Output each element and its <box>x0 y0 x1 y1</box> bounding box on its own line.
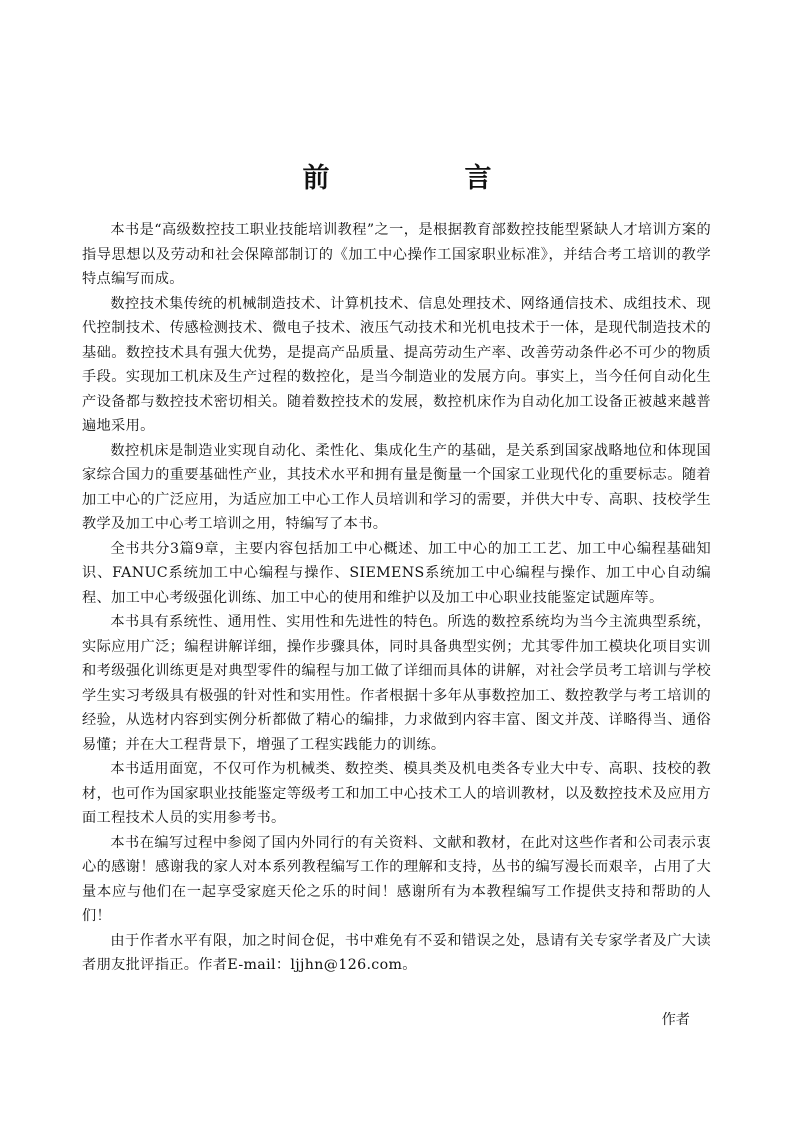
paragraph-1: 本书是“高级数控技工职业技能培训教程”之一，是根据教育部数控技能型紧缺人才培训方案的指导思想以及劳动和社会保障部制订的《加工中心操作工国家职业标准》，并结合考工培训的教学特点编写而成。 <box>82 222 711 287</box>
page-title: 前 言 <box>302 163 546 195</box>
paragraph-5: 本书具有系统性、通用性、实用性和先进性的特色。所选的数控系统均为当今主流典型系统，实际应用广泛；编程讲解详细，操作步骤具体，同时具备典型实例；尤其零件加工模块化项目实训和考级强化训练更是对典型零件的编程与加工做了详细而具体的讲解，对社会学员考工培训与学校学生实习考级具有极强的针对性和实用性。作者根据十多年从事数控加工、数控教学与考工培训的经验，从选材内容到实例分析都做了精心的编排，力求做到内容丰富、图文并茂、详略得当、通俗易懂；并在大工程背景下，增强了工程实践能力的训练。 <box>82 614 711 753</box>
paragraph-6: 本书适用面宽，不仅可作为机械类、数控类、模具类及机电类各专业大中专、高职、技校的教材，也可作为国家职业技能鉴定等级考工和加工中心技术工人的培训教材，以及数控技术及应用方面工程技术人员的实用参考书。 <box>82 761 711 826</box>
paragraph-2: 数控技术集传统的机械制造技术、计算机技术、信息处理技术、网络通信技术、成组技术、现代控制技术、传感检测技术、微电子技术、液压气动技术和光机电技术于一体，是现代制造技术的基础。数控技术具有强大优势，是提高产品质量、提高劳动生产率、改善劳动条件必不可少的物质手段。实现加工机床及生产过程的数控化，是当今制造业的发展方向。事实上，当今任何自动化生产设备都与数控技术密切相关。随着数控技术的发展，数控机床作为自动化加工设备正被越来越普遍地采用。 <box>82 295 711 434</box>
paragraph-3: 数控机床是制造业实现自动化、柔性化、集成化生产的基础，是关系到国家战略地位和体现国家综合国力的重要基础性产业，其技术水平和拥有量是衡量一个国家工业现代化的重要标志。随着加工中心的广泛应用，为适应加工中心工作人员培训和学习的需要，并供大中专、高职、技校学生教学及加工中心考工培训之用，特编写了本书。 <box>82 442 711 532</box>
paragraph-4: 全书共分3篇9章，主要内容包括加工中心概述、加工中心的加工工艺、加工中心编程基础知识、FANUC系统加工中心编程与操作、SIEMENS系统加工中心编程与操作、加工中心自动编程、加工中心考级强化训练、加工中心的使用和维护以及加工中心职业技能鉴定试题库等。 <box>82 540 711 606</box>
author-signature: 作者 <box>661 1012 690 1028</box>
paragraph-8: 由于作者水平有限，加之时间仓促，书中难免有不妥和错误之处，恳请有关专家学者及广大读者朋友批评指正。作者E-mail：ljjhn@126.com。 <box>82 932 711 973</box>
paragraph-7: 本书在编写过程中参阅了国内外同行的有关资料、文献和教材，在此对这些作者和公司表示衷心的感谢！感谢我的家人对本系列教程编写工作的理解和支持，丛书的编写漫长而艰辛，占用了大量本应与他们在一起享受家庭天伦之乐的时间！感谢所有为本教程编写工作提供支持和帮助的人们！ <box>82 834 711 924</box>
preface-body <box>82 218 711 978</box>
